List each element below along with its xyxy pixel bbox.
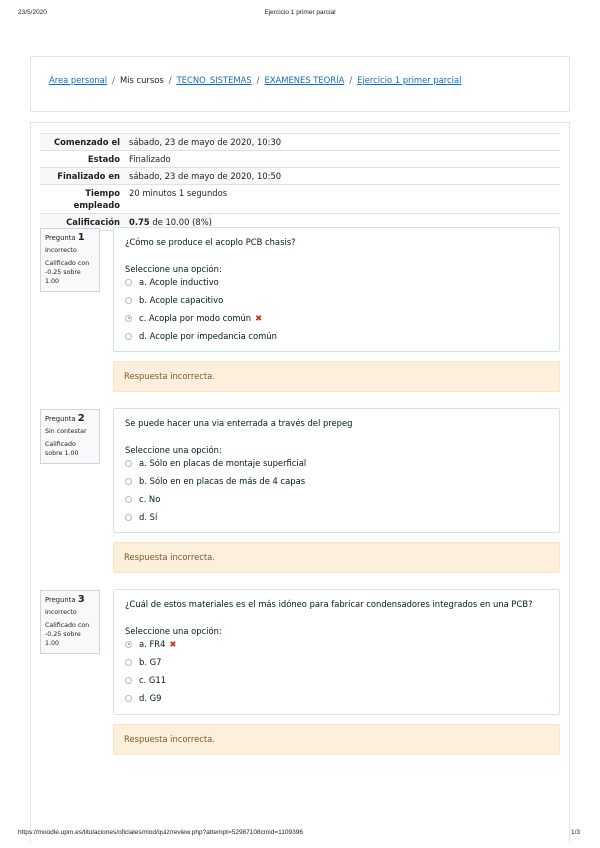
option-label: c. No [139, 494, 161, 504]
breadcrumb-separator: / [349, 75, 353, 85]
summary-label [40, 185, 125, 213]
summary-value: Finalizado [129, 154, 171, 164]
summary-value: 20 minutos 1 segundos [129, 188, 228, 198]
question-2-info [40, 409, 100, 464]
answer-prompt: Seleccione una opción: [125, 445, 222, 455]
breadcrumb-mis-cursos: Mis cursos [119, 75, 164, 85]
feedback-text: Respuesta incorrecta. [124, 734, 215, 744]
answer-option-b[interactable] [125, 475, 305, 487]
radio-button-selected[interactable] [125, 641, 132, 648]
option-label: b. Acople capacitivo [139, 295, 224, 305]
answer-option-c[interactable] [125, 674, 166, 686]
answer-option-a[interactable] [125, 457, 306, 469]
question-grade: Calificado sobre 1.00 [45, 441, 79, 457]
attempt-summary-table [40, 133, 560, 231]
answer-option-d[interactable] [125, 692, 161, 704]
breadcrumb-quiz[interactable]: Ejercicio 1 primer parcial [357, 75, 462, 85]
question-3-info [40, 590, 100, 654]
option-label: c. G11 [139, 675, 167, 685]
option-label: b. Sólo en en placas de más de 4 capas [139, 476, 306, 486]
grade-rest: de 10.00 (8%) [149, 217, 212, 227]
radio-button[interactable] [125, 695, 132, 702]
breadcrumb-course[interactable]: TECNO_SISTEMAS [176, 75, 252, 85]
question-text: ¿Cómo se produce el acoplo PCB chasis? [125, 237, 296, 247]
option-label: d. Sí [139, 512, 158, 522]
pregunta-label: Pregunta [45, 415, 76, 423]
answer-option-d[interactable] [125, 330, 277, 342]
answer-option-b[interactable] [125, 656, 161, 668]
question-state: Sin contestar [45, 428, 87, 435]
summary-label: Finalizado en [40, 168, 125, 184]
print-page-number: 1/3 [570, 829, 580, 836]
question-3-content [113, 589, 560, 715]
print-date: 23/5/2020 [18, 9, 47, 16]
question-number-line [45, 233, 95, 243]
question-2-content [113, 408, 560, 533]
option-label: a. FR4 [139, 639, 166, 649]
print-header [0, 9, 600, 19]
radio-button[interactable] [125, 659, 132, 666]
breadcrumb-area-personal[interactable]: Área personal [49, 75, 108, 85]
question-2-feedback [113, 542, 560, 573]
summary-label-line2: empleado [73, 200, 120, 210]
pregunta-label: Pregunta [45, 596, 76, 604]
breadcrumb-section[interactable]: EXAMENES TEORÍA [264, 75, 345, 85]
summary-label: Calificación [40, 214, 125, 230]
option-label: d. G9 [139, 693, 162, 703]
answer-option-a[interactable] [125, 638, 176, 650]
question-text: ¿Cuál de estos materiales es el más idóneo para fabricar condensadores integrados en una PCB? [125, 599, 533, 609]
answer-option-d[interactable] [125, 511, 157, 523]
breadcrumb-separator: / [168, 75, 172, 85]
question-number: 1 [77, 232, 85, 243]
breadcrumb [49, 75, 461, 85]
question-1-content [113, 227, 560, 352]
radio-button[interactable] [125, 279, 132, 286]
radio-button[interactable] [125, 496, 132, 503]
summary-row-time [40, 184, 560, 213]
summary-label-line1: Tiempo [85, 188, 120, 198]
question-state: Incorrecto [45, 247, 77, 254]
print-title: Ejercicio 1 primer parcial [264, 9, 336, 16]
incorrect-icon: ✖ [255, 313, 263, 323]
question-grade: Calificado con -0.25 sobre 1.00 [45, 260, 90, 285]
feedback-text: Respuesta incorrecta. [124, 552, 215, 562]
question-number: 2 [77, 413, 85, 424]
answer-option-c[interactable] [125, 493, 160, 505]
question-grade: Calificado con -0.25 sobre 1.00 [45, 622, 90, 647]
answer-option-c[interactable] [125, 312, 262, 324]
option-label: b. G7 [139, 657, 162, 667]
question-state: Incorrecto [45, 609, 77, 616]
answer-prompt: Seleccione una opción: [125, 626, 222, 636]
question-number: 3 [77, 594, 85, 605]
incorrect-icon: ✖ [169, 639, 177, 649]
summary-label: Estado [87, 154, 120, 164]
radio-button[interactable] [125, 333, 132, 340]
option-label: a. Sólo en placas de montaje superficial [139, 458, 307, 468]
summary-value: sábado, 23 de mayo de 2020, 10:50 [125, 168, 281, 184]
radio-button[interactable] [125, 677, 132, 684]
summary-row-state [40, 150, 560, 167]
question-number-line [45, 595, 95, 605]
radio-button[interactable] [125, 478, 132, 485]
question-3-feedback [113, 724, 560, 755]
option-label: c. Acopla por modo común [139, 313, 252, 323]
answer-prompt: Seleccione una opción: [125, 264, 222, 274]
summary-row-started [40, 133, 560, 150]
breadcrumb-separator: / [256, 75, 260, 85]
option-label: a. Acople inductivo [139, 277, 219, 287]
feedback-text: Respuesta incorrecta. [124, 371, 215, 381]
print-url: https://moodle.upm.es/titulaciones/oficiales/mod/quiz/review.php?attempt=52987108cmid=1109396 [18, 829, 303, 836]
print-footer [0, 829, 600, 839]
question-1-info [40, 228, 100, 292]
pregunta-label: Pregunta [45, 234, 76, 242]
summary-row-finished [40, 167, 560, 184]
radio-button-selected[interactable] [125, 315, 132, 322]
answer-option-a[interactable] [125, 276, 219, 288]
breadcrumb-separator: / [112, 75, 115, 85]
option-label: d. Acople por impedancia común [139, 331, 277, 341]
question-1-feedback [113, 361, 560, 392]
answer-option-b[interactable] [125, 294, 223, 306]
radio-button[interactable] [125, 460, 132, 467]
summary-label: Comenzado el [40, 134, 125, 150]
radio-button[interactable] [125, 297, 132, 304]
grade-value: 0.75 [129, 217, 150, 227]
question-text: Se puede hacer una via enterrada a través del prepeg [125, 418, 353, 428]
radio-button[interactable] [125, 514, 132, 521]
question-number-line [45, 414, 95, 424]
summary-value: sábado, 23 de mayo de 2020, 10:30 [125, 134, 281, 150]
breadcrumb-container [30, 56, 570, 112]
